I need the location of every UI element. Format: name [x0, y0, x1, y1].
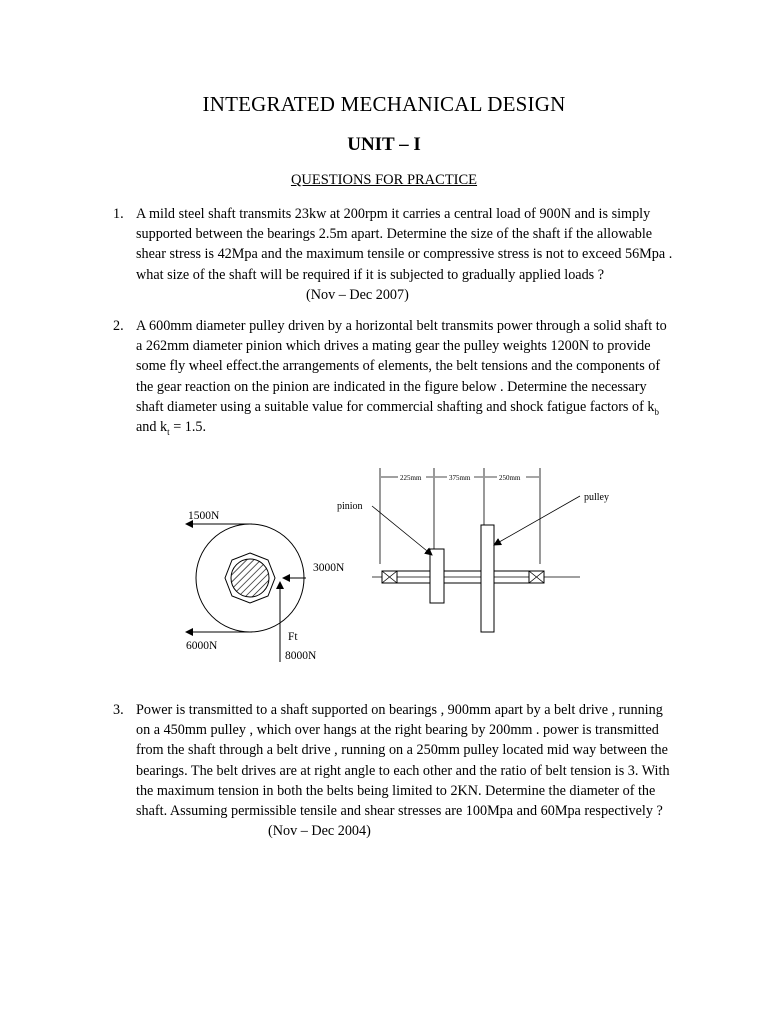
question-text-and: and k — [136, 419, 168, 436]
exam-reference: (Nov – Dec 2007) — [306, 286, 409, 303]
question-number: 3. — [113, 702, 124, 718]
subscript-b: b — [654, 406, 659, 417]
pulley-leader — [494, 496, 580, 545]
force-label-ft: Ft — [288, 631, 298, 643]
force-label-6000: 6000N — [186, 640, 218, 652]
pinion-label: pinion — [337, 501, 363, 512]
exam-reference: (Nov – Dec 2004) — [268, 823, 371, 840]
force-label-8000: 8000N — [285, 650, 317, 662]
unit-heading: UNIT – I — [347, 134, 421, 155]
document-title: INTEGRATED MECHANICAL DESIGN — [202, 92, 566, 116]
questions-subheading: QUESTIONS FOR PRACTICE — [290, 172, 478, 188]
question-number: 1. — [113, 206, 124, 222]
dimension-label-225: 225mm — [400, 474, 422, 482]
pulley-rect — [481, 525, 494, 632]
question-text: A 600mm diameter pulley driven by a horizontal belt transmits power through a solid shaft to a 262mm diameter pinion which drives a mating gear the pulley weights 1200N to provide some fly wheel effect.the arrangements of elements, the belt tensions and the components of the gear reaction on the pinion are indicated in the figure below . Determine the necessary shaft diameter using a suitable value for commercial shafting and shock fatigue factors of k — [136, 318, 667, 415]
pinion-rect — [430, 549, 444, 603]
pinion-end-view — [186, 510, 345, 662]
question-text: A mild steel shaft transmits 23kw at 200rpm it carries a central load of 900N and is simply supported between the bearings 2.5m apart. Determine the size of the shaft if the allowable shear stress is 42Mpa and the maximum tensile or compressive stress is not to exceed 56Mpa . what size of the shaft will be required if it is subjected to gradually applied loads ? — [136, 206, 673, 283]
shaft-side-view — [337, 468, 609, 632]
force-label-3000: 3000N — [313, 562, 345, 574]
subscript-t: t — [167, 426, 170, 437]
force-label-1500: 1500N — [188, 510, 220, 522]
dimension-label-250: 250mm — [499, 474, 521, 482]
pulley-label: pulley — [584, 492, 609, 503]
question-text: Power is transmitted to a shaft supported on bearings , 900mm apart by a belt drive , running on a 450mm pulley , which over hangs at the right bearing by 200mm . power is transmitted from the shaft through a belt drive , running on a 250mm pulley located mid way between the bearings. The belt drives are at right angle to each other and the ratio of belt tension is 3. With the maximum tension in both the belts being limited to 2KN. Determine the diameter of the shaft. Assuming permissible tensile and shear stresses are 100Mpa and 60Mpa respectively ? — [136, 702, 670, 820]
question-text-end: = 1.5. — [169, 419, 207, 436]
pinion-leader — [372, 506, 432, 555]
question-number: 2. — [113, 318, 124, 334]
dimension-label-375: 375mm — [449, 474, 471, 482]
shaft-section — [231, 559, 269, 597]
question-3 — [113, 700, 673, 841]
